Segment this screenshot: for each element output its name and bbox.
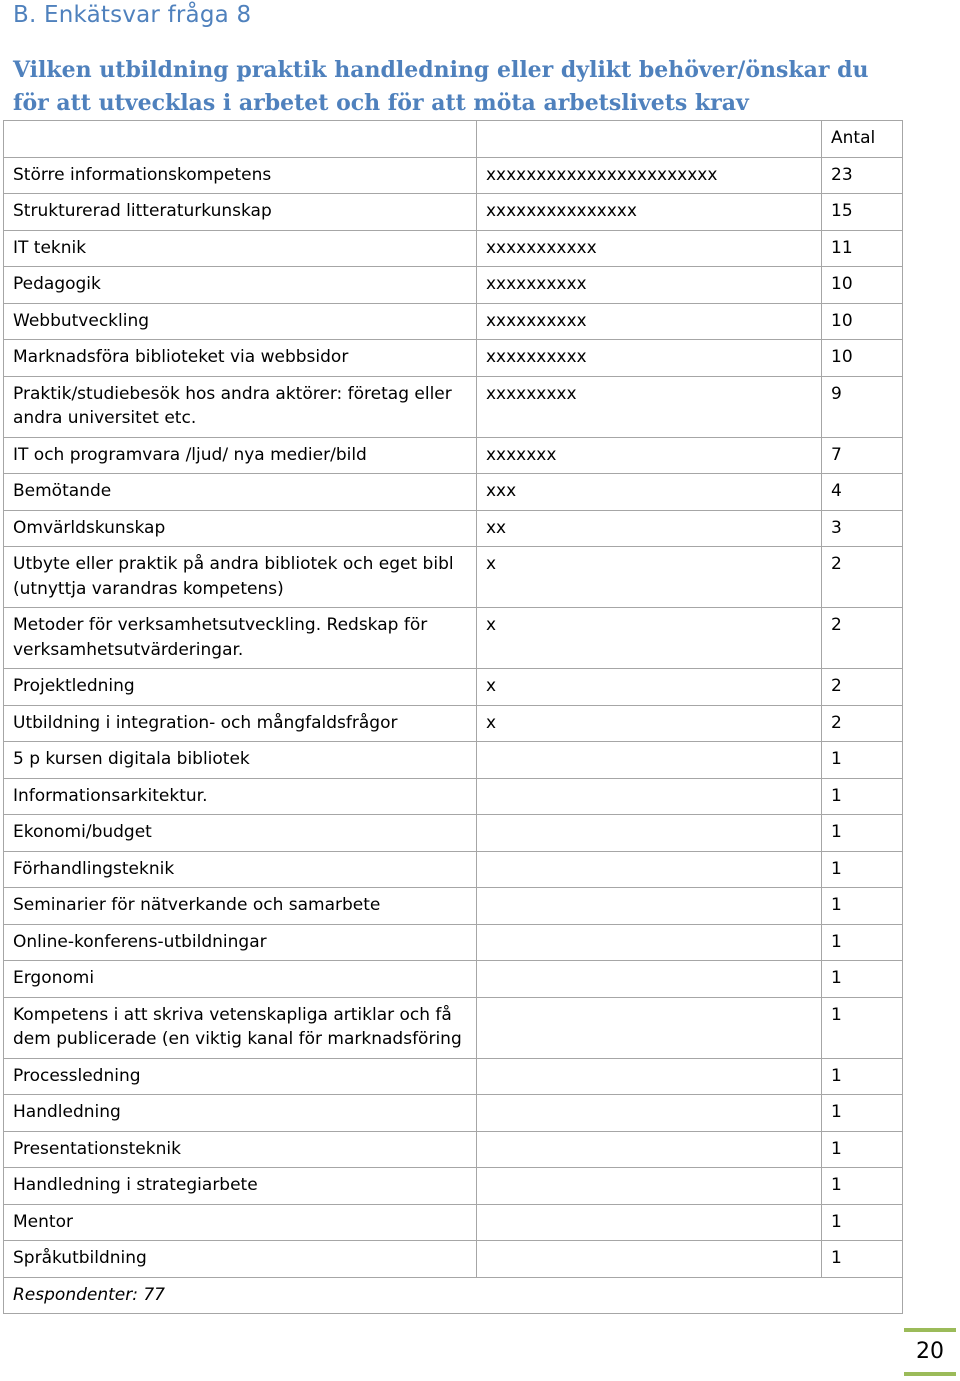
row-count: 1: [822, 961, 903, 998]
table-row: [4, 608, 903, 669]
row-count: 15: [822, 194, 903, 231]
row-tally: [477, 851, 822, 888]
row-label: Utbildning i integration- och mångfaldsfrågor: [4, 705, 477, 742]
table-row: [4, 742, 903, 779]
row-count: 10: [822, 303, 903, 340]
row-count: 1: [822, 997, 903, 1058]
row-tally: xxxxxxxxx: [477, 376, 822, 437]
table-row: [4, 1095, 903, 1132]
row-label: Ekonomi/budget: [4, 815, 477, 852]
table-row: [4, 303, 903, 340]
row-count: 1: [822, 778, 903, 815]
row-count: 2: [822, 547, 903, 608]
row-count: 1: [822, 1058, 903, 1095]
row-label: Metoder för verksamhetsutveckling. Redskap för verksamhetsutvärderingar.: [4, 608, 477, 669]
row-count: 1: [822, 1131, 903, 1168]
table-row: [4, 815, 903, 852]
table-header-row: [4, 121, 903, 158]
row-count: 2: [822, 669, 903, 706]
row-label: 5 p kursen digitala bibliotek: [4, 742, 477, 779]
row-tally: [477, 742, 822, 779]
table-row: [4, 1168, 903, 1205]
row-label: Processledning: [4, 1058, 477, 1095]
row-label: Språkutbildning: [4, 1241, 477, 1278]
row-count: 1: [822, 888, 903, 925]
row-tally: xxx: [477, 474, 822, 511]
table-row: [4, 1131, 903, 1168]
row-tally: [477, 1131, 822, 1168]
row-tally: x: [477, 705, 822, 742]
row-count: 23: [822, 157, 903, 194]
row-tally: x: [477, 669, 822, 706]
row-label: Informationsarkitektur.: [4, 778, 477, 815]
row-count: 1: [822, 1095, 903, 1132]
table-row: [4, 547, 903, 608]
section-heading: B. Enkätsvar fråga 8: [13, 2, 252, 28]
row-label: Projektledning: [4, 669, 477, 706]
row-tally: x: [477, 547, 822, 608]
table-row: [4, 961, 903, 998]
row-tally: xxxxxxxxxx: [477, 267, 822, 304]
table-row: [4, 1241, 903, 1278]
row-tally: [477, 778, 822, 815]
row-tally: [477, 1168, 822, 1205]
table-footer-row: [4, 1277, 903, 1314]
row-count: 3: [822, 510, 903, 547]
row-tally: [477, 924, 822, 961]
row-count: 4: [822, 474, 903, 511]
table-row: [4, 376, 903, 437]
row-label: Utbyte eller praktik på andra bibliotek och eget bibl (utnyttja varandras kompetens): [4, 547, 477, 608]
row-label: Presentationsteknik: [4, 1131, 477, 1168]
row-tally: [477, 1095, 822, 1132]
row-count: 1: [822, 815, 903, 852]
row-count: 1: [822, 742, 903, 779]
table-row: [4, 230, 903, 267]
row-tally: [477, 997, 822, 1058]
row-count: 2: [822, 608, 903, 669]
row-tally: xxxxxxxxxx: [477, 303, 822, 340]
row-label: Online-konferens-utbildningar: [4, 924, 477, 961]
table-row: [4, 340, 903, 377]
respondent-count: Respondenter: 77: [4, 1277, 903, 1314]
table-row: [4, 705, 903, 742]
table-row: [4, 924, 903, 961]
row-tally: xxxxxxx: [477, 437, 822, 474]
row-label: Handledning: [4, 1095, 477, 1132]
row-label: Handledning i strategiarbete: [4, 1168, 477, 1205]
table-row: [4, 437, 903, 474]
row-tally: xx: [477, 510, 822, 547]
table-row: [4, 851, 903, 888]
table-row: [4, 669, 903, 706]
row-label: Större informationskompetens: [4, 157, 477, 194]
row-tally: xxxxxxxxxx: [477, 340, 822, 377]
survey-table: [3, 120, 903, 1314]
row-tally: x: [477, 608, 822, 669]
question-heading: Vilken utbildning praktik handledning eller dylikt behöver/önskar du för att utvecklas i arbetet och för att möta arbetslivets krav: [13, 57, 869, 116]
row-count: 1: [822, 851, 903, 888]
row-tally: xxxxxxxxxxxxxxx: [477, 194, 822, 231]
row-count: 10: [822, 340, 903, 377]
row-count: 9: [822, 376, 903, 437]
row-label: Förhandlingsteknik: [4, 851, 477, 888]
row-tally: [477, 815, 822, 852]
row-tally: [477, 961, 822, 998]
row-label: Omvärldskunskap: [4, 510, 477, 547]
row-tally: [477, 1241, 822, 1278]
table-row: [4, 997, 903, 1058]
table-row: [4, 194, 903, 231]
row-label: Seminarier för nätverkande och samarbete: [4, 888, 477, 925]
table-row: [4, 778, 903, 815]
row-tally: [477, 888, 822, 925]
row-label: Ergonomi: [4, 961, 477, 998]
table-row: [4, 888, 903, 925]
row-label: IT teknik: [4, 230, 477, 267]
table-row: [4, 1204, 903, 1241]
row-label: Mentor: [4, 1204, 477, 1241]
header-cell-tally: [477, 121, 822, 158]
row-count: 7: [822, 437, 903, 474]
row-label: Bemötande: [4, 474, 477, 511]
row-label: Strukturerad litteraturkunskap: [4, 194, 477, 231]
row-label: Pedagogik: [4, 267, 477, 304]
row-tally: xxxxxxxxxxxxxxxxxxxxxxx: [477, 157, 822, 194]
row-label: Marknadsföra biblioteket via webbsidor: [4, 340, 477, 377]
header-count: Antal: [822, 121, 903, 158]
row-tally: xxxxxxxxxxx: [477, 230, 822, 267]
page-number: 20: [904, 1328, 956, 1376]
row-label: IT och programvara /ljud/ nya medier/bild: [4, 437, 477, 474]
header-cell-label: [4, 121, 477, 158]
row-count: 2: [822, 705, 903, 742]
row-count: 1: [822, 1168, 903, 1205]
row-count: 1: [822, 924, 903, 961]
table-row: [4, 267, 903, 304]
row-label: Kompetens i att skriva vetenskapliga artiklar och få dem publicerade (en viktig kanal för marknadsföring: [4, 997, 477, 1058]
row-label: Praktik/studiebesök hos andra aktörer: företag eller andra universitet etc.: [4, 376, 477, 437]
row-count: 10: [822, 267, 903, 304]
row-label: Webbutveckling: [4, 303, 477, 340]
table-row: [4, 1058, 903, 1095]
table-row: [4, 510, 903, 547]
row-count: 1: [822, 1241, 903, 1278]
table-row: [4, 157, 903, 194]
row-count: 11: [822, 230, 903, 267]
row-tally: [477, 1204, 822, 1241]
row-tally: [477, 1058, 822, 1095]
row-count: 1: [822, 1204, 903, 1241]
table-row: [4, 474, 903, 511]
